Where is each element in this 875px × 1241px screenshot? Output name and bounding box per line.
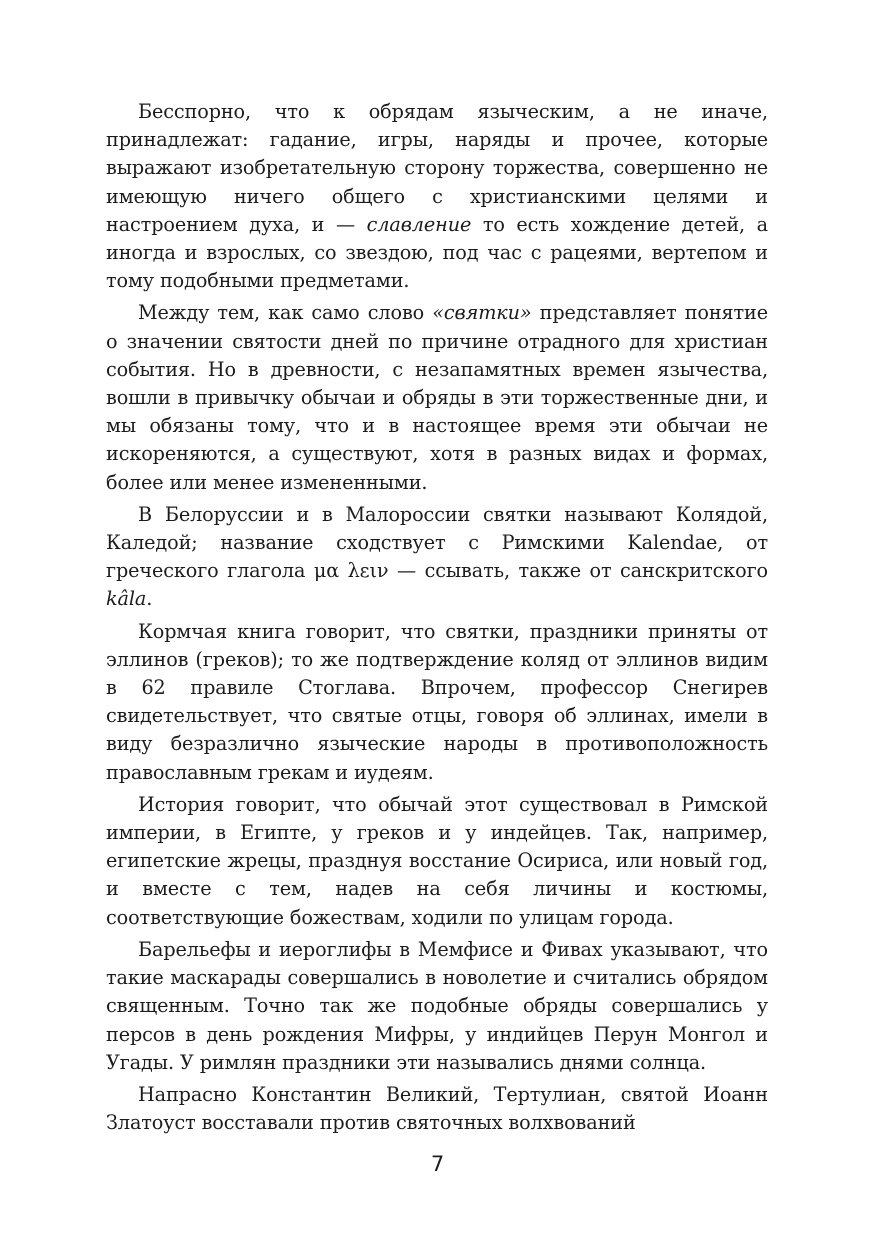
paragraph-bas-reliefs: Барельефы и иероглифы в Мемфисе и Фивах указывают, что такие маскарады совершались в новолетие и считались обрядом священным. Точно так же подобные обряды совершались у персов в день рождения Мифры, у индийцев Перун Монгол и Угады. У римлян праздники эти назывались днями солнца. bbox=[106, 937, 768, 1074]
italic-term-slavlenie: славление bbox=[366, 212, 472, 236]
paragraph-history: История говорит, что обычай этот существовал в Римской империи, в Египте, у греков и у индейцев. Так, например, египетские жрецы, празднуя восстание Осириса, или новый год, и вместе с тем, надев на себя личины и костюмы, соответствующие божествам, ходили по улицам города. bbox=[106, 792, 768, 929]
paragraph-kolyada-etymology: В Белоруссии и в Малороссии святки называют Колядой, Каледой; название сходствует с Римскими Kalendae, от греческого глагола μα λειν — ссывать, также от санскритского kâla. bbox=[106, 502, 768, 611]
paragraph-pagan-rituals: Бесспорно, что к обрядам языческим, а не иначе, принадлежат: гадание, игры, наряды и прочее, которые выражают изобретательную сторону торжества, совершенно не имеющую ничего общего с христианскими целями и настроением духа, и — славление то есть хождение детей, а иногда и взрослых, со звездою, под час с рацеями, вертепом и тому подобными предметами. bbox=[106, 100, 768, 293]
paragraph-word-svyatki: Между тем, как само слово «святки» представляет понятие о значении святости дней по причине отрадного для христиан события. Но в древности, с незапамятных времен язычества, вошли в привычку обычаи и обряды в эти торжественные дни, и мы обязаны тому, что и в настоящее время эти обычаи не искореняются, а существуют, хотя в разных видах и формах, более или менее измененными. bbox=[106, 301, 769, 494]
page-number: 7 bbox=[430, 1152, 445, 1176]
italic-term-svyatki: «святки» bbox=[432, 301, 532, 325]
italic-term-kala: kâla bbox=[106, 587, 147, 611]
page-body bbox=[106, 98, 768, 1137]
paragraph-constantine: Напрасно Константин Великий, Тертулиан, святой Иоанн Златоуст восставали против святочных волхвований bbox=[106, 1082, 768, 1135]
paragraph-kormchaya-kniga: Кормчая книга говорит, что святки, праздники приняты от эллинов (греков); то же подтверждение коляд от эллинов видим в 62 правиле Стоглава. Впрочем, профессор Снегирев свидетельствует, что святые отцы, говоря об эллинах, имели в виду безразлично языческие народы в противоположность православным грекам и иудеям. bbox=[106, 619, 768, 784]
